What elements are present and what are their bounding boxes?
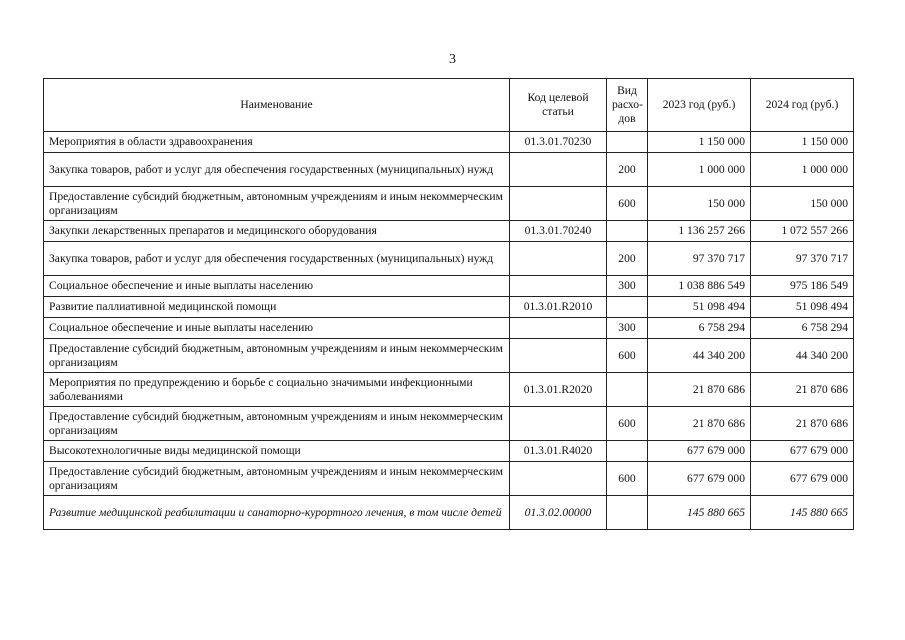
row-name-cell: Развитие паллиативной медицинской помощи <box>44 297 510 318</box>
header-code: Код целевой статьи <box>510 79 607 132</box>
row-2023-cell: 677 679 000 <box>648 441 751 462</box>
table-row <box>44 221 854 242</box>
row-vid-cell <box>607 297 648 318</box>
row-code-cell: 01.3.02.00000 <box>510 496 607 530</box>
row-2024-cell: 6 758 294 <box>751 318 854 339</box>
row-name-cell: Закупка товаров, работ и услуг для обеспечения государственных (муниципальных) нужд <box>44 153 510 187</box>
header-name: Наименование <box>44 79 510 132</box>
row-2023-cell: 1 038 886 549 <box>648 276 751 297</box>
table-row <box>44 407 854 441</box>
row-2023-cell: 97 370 717 <box>648 242 751 276</box>
table-row <box>44 373 854 407</box>
row-vid-cell: 300 <box>607 318 648 339</box>
budget-table <box>43 78 854 530</box>
table-row <box>44 297 854 318</box>
header-2024: 2024 год (руб.) <box>751 79 854 132</box>
row-2023-cell: 21 870 686 <box>648 407 751 441</box>
row-code-cell: 01.3.01.R4020 <box>510 441 607 462</box>
row-2023-cell: 1 136 257 266 <box>648 221 751 242</box>
row-2024-cell: 51 098 494 <box>751 297 854 318</box>
row-name-cell: Предоставление субсидий бюджетным, автономным учреждениям и иным некоммерческим организациям <box>44 187 510 221</box>
row-code-cell: 01.3.01.R2010 <box>510 297 607 318</box>
row-2023-cell: 6 758 294 <box>648 318 751 339</box>
row-code-cell <box>510 242 607 276</box>
row-name-cell: Социальное обеспечение и иные выплаты населению <box>44 276 510 297</box>
row-2024-cell: 21 870 686 <box>751 407 854 441</box>
row-vid-cell <box>607 441 648 462</box>
row-code-cell: 01.3.01.70230 <box>510 132 607 153</box>
row-name-cell: Социальное обеспечение и иные выплаты населению <box>44 318 510 339</box>
row-name-cell: Развитие медицинской реабилитации и санаторно-курортного лечения, в том числе детей <box>44 496 510 530</box>
row-2024-cell: 1 000 000 <box>751 153 854 187</box>
row-name-cell: Мероприятия в области здравоохранения <box>44 132 510 153</box>
row-vid-cell <box>607 221 648 242</box>
row-vid-cell: 200 <box>607 242 648 276</box>
row-vid-cell: 200 <box>607 153 648 187</box>
row-2023-cell: 51 098 494 <box>648 297 751 318</box>
row-name-cell: Предоставление субсидий бюджетным, автономным учреждениям и иным некоммерческим организациям <box>44 462 510 496</box>
table-row <box>44 187 854 221</box>
row-code-cell <box>510 318 607 339</box>
row-name-cell: Закупки лекарственных препаратов и медицинского оборудования <box>44 221 510 242</box>
row-name-cell: Закупка товаров, работ и услуг для обеспечения государственных (муниципальных) нужд <box>44 242 510 276</box>
row-vid-cell: 600 <box>607 339 648 373</box>
header-vid: Вид расхо-дов <box>607 79 648 132</box>
table-row <box>44 462 854 496</box>
row-2024-cell: 975 186 549 <box>751 276 854 297</box>
row-name-cell: Предоставление субсидий бюджетным, автономным учреждениям и иным некоммерческим организациям <box>44 407 510 441</box>
table-row <box>44 132 854 153</box>
row-2024-cell: 44 340 200 <box>751 339 854 373</box>
row-2023-cell: 44 340 200 <box>648 339 751 373</box>
table-row <box>44 318 854 339</box>
row-2024-cell: 1 150 000 <box>751 132 854 153</box>
page-number: 3 <box>449 52 456 67</box>
row-vid-cell: 600 <box>607 187 648 221</box>
row-2023-cell: 150 000 <box>648 187 751 221</box>
table-row <box>44 242 854 276</box>
row-name-cell: Мероприятия по предупреждению и борьбе с социально значимыми инфекционными заболеваниями <box>44 373 510 407</box>
table-row <box>44 441 854 462</box>
header-2023: 2023 год (руб.) <box>648 79 751 132</box>
row-code-cell <box>510 407 607 441</box>
row-2023-cell: 677 679 000 <box>648 462 751 496</box>
row-vid-cell <box>607 132 648 153</box>
row-vid-cell <box>607 373 648 407</box>
row-code-cell <box>510 462 607 496</box>
row-2024-cell: 21 870 686 <box>751 373 854 407</box>
row-vid-cell: 600 <box>607 462 648 496</box>
table-row <box>44 276 854 297</box>
row-2023-cell: 21 870 686 <box>648 373 751 407</box>
row-code-cell: 01.3.01.70240 <box>510 221 607 242</box>
table-header-row <box>44 79 854 132</box>
row-vid-cell: 600 <box>607 407 648 441</box>
row-2024-cell: 677 679 000 <box>751 441 854 462</box>
table-row <box>44 339 854 373</box>
row-vid-cell <box>607 496 648 530</box>
row-code-cell <box>510 153 607 187</box>
row-2023-cell: 1 000 000 <box>648 153 751 187</box>
row-2024-cell: 1 072 557 266 <box>751 221 854 242</box>
row-vid-cell: 300 <box>607 276 648 297</box>
row-2024-cell: 145 880 665 <box>751 496 854 530</box>
row-code-cell <box>510 276 607 297</box>
row-name-cell: Высокотехнологичные виды медицинской помощи <box>44 441 510 462</box>
row-2023-cell: 1 150 000 <box>648 132 751 153</box>
table-body <box>44 132 854 530</box>
row-code-cell: 01.3.01.R2020 <box>510 373 607 407</box>
row-code-cell <box>510 187 607 221</box>
row-2024-cell: 677 679 000 <box>751 462 854 496</box>
row-2024-cell: 150 000 <box>751 187 854 221</box>
row-name-cell: Предоставление субсидий бюджетным, автономным учреждениям и иным некоммерческим организациям <box>44 339 510 373</box>
row-2024-cell: 97 370 717 <box>751 242 854 276</box>
table-row <box>44 496 854 530</box>
row-code-cell <box>510 339 607 373</box>
row-2023-cell: 145 880 665 <box>648 496 751 530</box>
table-row <box>44 153 854 187</box>
